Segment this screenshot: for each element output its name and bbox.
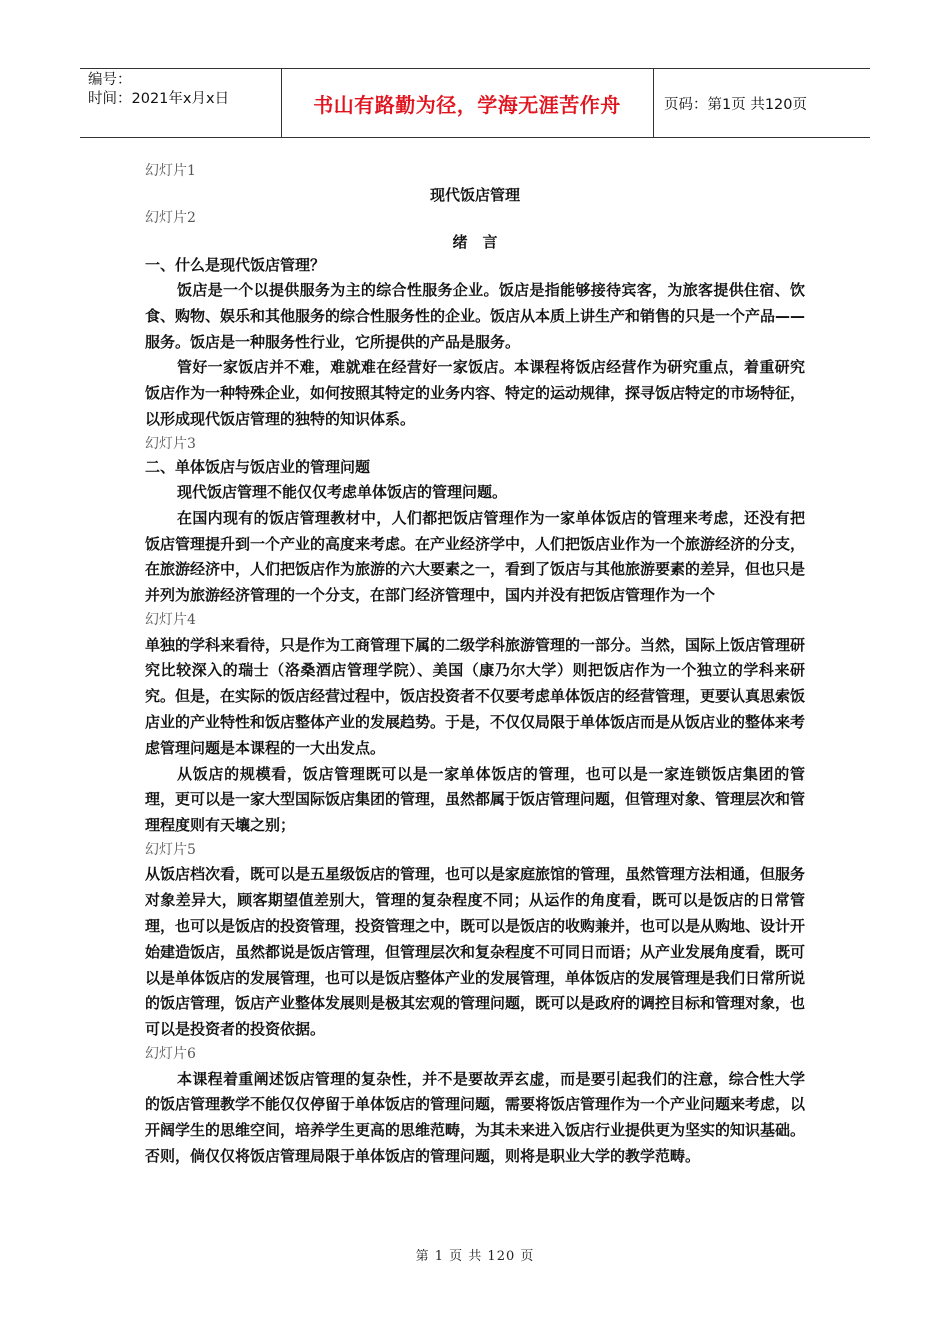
slide-label: 幻灯片3 xyxy=(145,435,196,452)
slide-label: 幻灯片4 xyxy=(145,611,196,628)
header-divider xyxy=(653,69,654,137)
number-label: 编号： xyxy=(88,72,132,88)
page-footer: 第 1 页 共 120 页 xyxy=(415,1249,535,1264)
section-title: 绪 言 xyxy=(452,232,498,251)
document-body xyxy=(145,160,805,1170)
paragraph: 现代饭店管理不能仅仅考虑单体饭店的管理问题。 xyxy=(177,482,508,501)
section-heading: 一、什么是现代饭店管理？ xyxy=(145,256,326,275)
slide-label: 幻灯片2 xyxy=(145,210,196,227)
paragraph: 饭店是一个以提供服务为主的综合性服务企业。饭店是指能够接待宾客，为旅客提供住宿、饮食、购物、娱乐和其他服务的综合性服务性的企业。饭店从本质上讲生产和销售的只是一个产品——服务。饭店是一种服务性行业，它所提供的产品是服务。 xyxy=(145,280,806,351)
paragraph: 管好一家饭店并不难，难就难在经营好一家饭店。本课程将饭店经营作为研究重点，着重研究饭店作为一种特殊企业，如何按照其特定的业务内容、特定的运动规律，探寻饭店特定的市场特征，以形成现代饭店管理的独特的知识体系。 xyxy=(145,358,806,428)
section-heading: 二、单体饭店与饭店业的管理问题 xyxy=(145,458,371,477)
paragraph: 在国内现有的饭店管理教材中，人们都把饭店管理作为一家单体饭店的管理来考虑，还没有把饭店管理提升到一个产业的高度来考虑。在产业经济学中，人们把饭店业作为一个旅游经济的分支，在旅游经济中，人们把饭店作为旅游的六大要素之一，看到了饭店与其他旅游要素的差异，但也只是并列为旅游经济管理的一个分支，在部门经济管理中，国内并没有把饭店管理作为一个 xyxy=(145,508,806,605)
header-page-info: 页码：第1页 共120页 xyxy=(664,96,808,113)
paragraph: 本课程着重阐述饭店管理的复杂性，并不是要故弄玄虚，而是要引起我们的注意，综合性大学的饭店管理教学不能仅仅停留于单体饭店的管理问题，需要将饭店管理作为一个产业问题来考虑，以开阔学生的思维空间，培养学生更高的思维范畴，为其未来进入饭店行业提供更为坚实的知识基础。否则，倘仅仅将饭店管理局限于单体饭店的管理问题，则将是职业大学的教学范畴。 xyxy=(145,1069,806,1166)
paragraph: 从饭店的规模看，饭店管理既可以是一家单体饭店的管理，也可以是一家连锁饭店集团的管理，更可以是一家大型国际饭店集团的管理，虽然都属于饭店管理问题，但管理对象、管理层次和管理程度则有天壤之别； xyxy=(145,764,806,835)
document-title: 现代饭店管理 xyxy=(429,185,520,204)
slide-label: 幻灯片1 xyxy=(145,163,196,179)
date-label: 时间：2021年x月x日 xyxy=(88,91,230,107)
document-header xyxy=(80,68,870,138)
slide-label: 幻灯片6 xyxy=(145,1046,196,1063)
slide-label: 幻灯片5 xyxy=(145,841,196,858)
header-meta xyxy=(88,71,283,135)
paragraph: 单独的学科来看待，只是作为工商管理下属的二级学科旅游管理的一部分。当然，国际上饭店管理研究比较深入的瑞士（洛桑酒店管理学院）、美国（康乃尔大学）则把饭店作为一个独立的学科来研究。但是，在实际的饭店经营过程中，饭店投资者不仅要考虑单体饭店的经营管理，更要认真思索饭店业的产业特性和饭店整体产业的发展趋势。于是，不仅仅局限于单体饭店而是从饭店业的整体来考虑管理问题是本课程的一大出发点。 xyxy=(145,635,806,757)
header-motto: 书山有路勤为径，学海无涯苦作舟 xyxy=(313,92,621,117)
paragraph: 从饭店档次看，既可以是五星级饭店的管理，也可以是家庭旅馆的管理，虽然管理方法相通，但服务对象差异大，顾客期望值差别大，管理的复杂程度不同；从运作的角度看，既可以是饭店的日常管理，也可以是饭店的投资管理，投资管理之中，既可以是饭店的收购兼并，也可以是从购地、设计开始建造饭店，虽然都说是饭店管理，但管理层次和复杂程度不可同日而语；从产业发展角度看，既可以是单体饭店的发展管理，也可以是饭店整体产业的发展管理，单体饭店的发展管理是我们日常所说的饭店管理，饭店产业整体发展则是极其宏观的管理问题，既可以是政府的调控目标和管理对象，也可以是投资者的投资依据。 xyxy=(145,865,806,1039)
